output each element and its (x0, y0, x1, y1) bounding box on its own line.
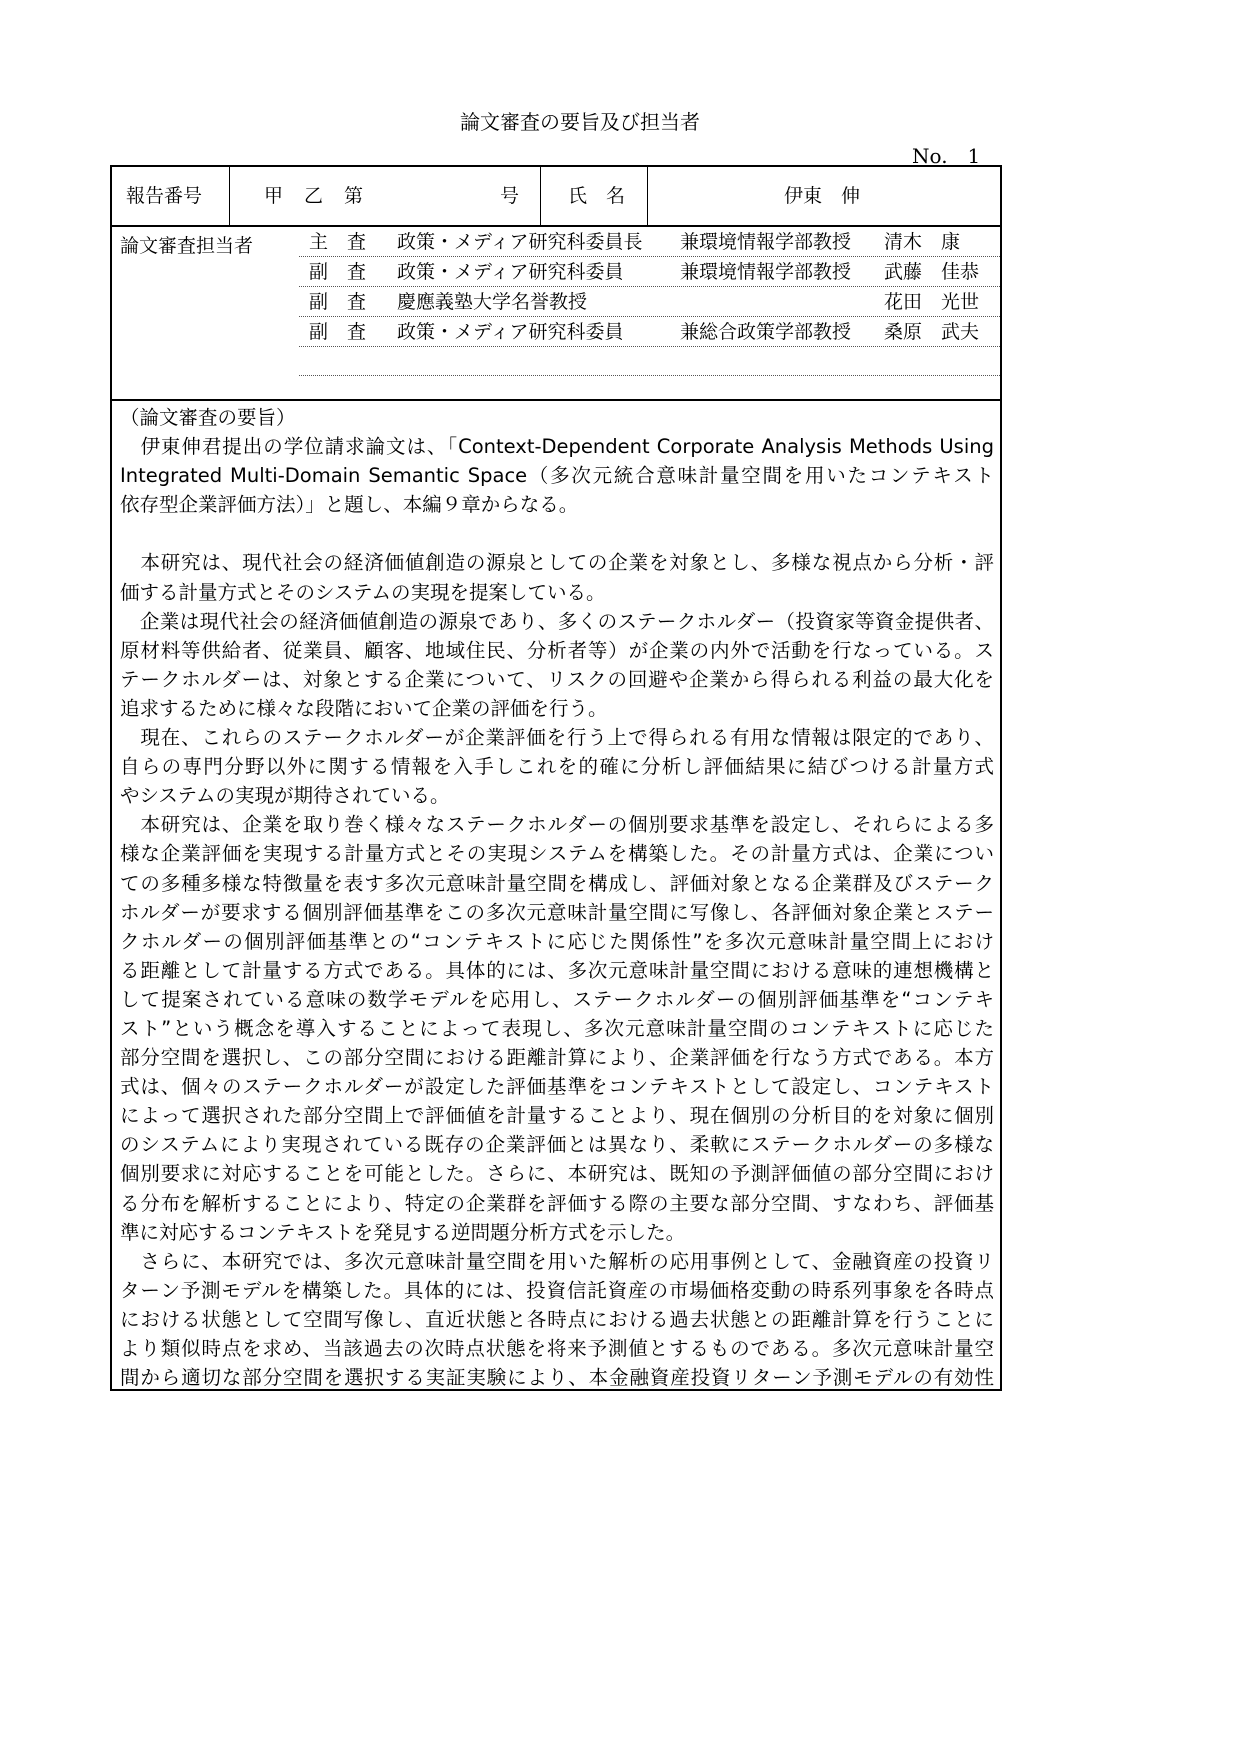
summary-line: 価する計量方式とそのシステムの実現を提案している。 (120, 580, 606, 604)
report-number-label: 報告番号 (126, 185, 203, 207)
summary-line: 追求するために様々な段階において企業の評価を行う。 (120, 696, 608, 720)
committee-affiliation: 慶應義塾大学名誉教授 (397, 291, 588, 313)
summary-line: 伊東伸君提出の学位請求論文は、「Context-Dependent Corporate Analysis Methods Using (120, 435, 994, 459)
divider (540, 167, 541, 225)
summary-line: のシステムにより実現されている既存の企業評価とは異なり、柔軟にステークホルダーの多様な (120, 1133, 994, 1157)
committee-role: 副 査 (309, 321, 367, 343)
committee-section (112, 227, 1000, 401)
summary-line: 式は、個々のステークホルダーが設定した評価基準をコンテキストとして設定し、コンテキスト (120, 1075, 994, 1099)
name-label: 氏 名 (568, 185, 626, 207)
summary-line: 企業は現代社会の経済価値創造の源泉であり、多くのステークホルダー（投資家等資金提供者、 (120, 609, 994, 633)
summary-line: 個別要求に対応することを可能とした。さらに、本研究は、既知の予測評価値の部分空間におけ (120, 1162, 994, 1186)
committee-row (299, 257, 1000, 287)
summary-line: さらに、本研究では、多次元意味計量空間を用いた解析の応用事例として、金融資産の投資リ (120, 1249, 994, 1273)
summary-heading: （論文審査の要旨） (120, 406, 296, 429)
review-summary (120, 403, 994, 1392)
summary-line: 現在、これらのステークホルダーが企業評価を行う上で得られる有用な情報は限定的であり、 (120, 726, 994, 750)
summary-line: ての多種多様な特徴量を表す多次元意味計量空間を構成し、評価対象となる企業群及びステーク (120, 871, 994, 895)
summary-line: テークホルダーは、対象とする企業について、リスクの回避や企業から得られる利益の最大化を (120, 667, 994, 691)
committee-row (299, 346, 1000, 376)
committee-affiliation: 政策・メディア研究科委員長 (397, 231, 643, 253)
summary-line: 部分空間を選択し、この部分空間における距離計算により、企業評価を行なう方式である。本方 (120, 1046, 994, 1070)
summary-line: ホルダーが要求する個別評価基準をこの多次元意味計量空間に写像し、各評価対象企業とステー (120, 900, 994, 924)
committee-concurrent: 兼総合政策学部教授 (680, 321, 852, 343)
summary-line: 様な企業評価を実現する計量方式とその実現システムを構築した。その計量方式は、企業につい (120, 842, 994, 866)
document-number: No. 1 (912, 144, 981, 168)
committee-row (299, 317, 1000, 347)
committee-row (299, 227, 1000, 257)
committee-concurrent: 兼環境情報学部教授 (680, 231, 852, 253)
report-dai: 第 (344, 185, 364, 207)
committee-name: 桑原 武夫 (884, 321, 980, 343)
committee-label: 論文審査担当者 (120, 235, 254, 257)
committee-concurrent: 兼環境情報学部教授 (680, 261, 852, 283)
summary-line: る分布を解析することにより、特定の企業群を評価する際の主要な部分空間、すなわち、評価基 (120, 1191, 994, 1215)
summary-line: によって選択された部分空間上で評価値を計量することより、現在個別の分析目的を対象に個別 (120, 1104, 994, 1128)
committee-role: 主 査 (309, 231, 367, 253)
divider (229, 167, 230, 225)
candidate-name: 伊東 伸 (784, 185, 861, 207)
committee-role: 副 査 (309, 291, 367, 313)
committee-affiliation: 政策・メディア研究科委員 (397, 321, 624, 343)
summary-line: クホルダーの個別評価基準との“コンテキストに応じた関係性”を多次元意味計量空間上におけ (120, 929, 994, 953)
divider (647, 167, 648, 225)
summary-line: して提案されている意味の数学モデルを応用し、ステークホルダーの個別評価基準を“コンテキ (120, 987, 994, 1011)
summary-line: より類似時点を求め、当該過去の次時点状態を将来予測値とするものである。多次元意味計量空 (120, 1337, 994, 1360)
summary-line: 本研究は、企業を取り巻く様々なステークホルダーの個別要求基準を設定し、それらによる多 (120, 813, 994, 837)
report-otsu: 乙 (304, 185, 324, 207)
committee-name: 花田 光世 (884, 291, 980, 313)
summary-line: スト”という概念を導入することによって表現し、多次元意味計量空間のコンテキストに応じた (120, 1016, 994, 1040)
summary-line: やシステムの実現が期待されている。 (120, 784, 450, 808)
summary-line: 本研究は、現代社会の経済価値創造の源泉としての企業を対象とし、多様な視点から分析・評 (120, 551, 994, 575)
committee-row (299, 287, 1000, 317)
report-kou: 甲 (264, 185, 284, 207)
summary-line: 原材料等供給者、従業員、顧客、地域住民、分析者等）が企業の内外で活動を行なっている。ス (120, 638, 994, 662)
review-form (110, 165, 1002, 1391)
document-title: 論文審査の要旨及び担当者 (460, 110, 700, 134)
summary-line: 自らの専門分野以外に関する情報を入手しこれを的確に分析し評価結果に結びつける計量方式 (120, 755, 994, 779)
committee-affiliation: 政策・メディア研究科委員 (397, 261, 624, 283)
summary-line: 準に対応するコンテキストを発見する逆問題分析方式を示した。 (120, 1220, 686, 1244)
summary-line: 間から適切な部分空間を選択する実証実験により、本金融資産投資リターン予測モデルの有効性 (120, 1366, 994, 1390)
report-go: 号 (500, 185, 520, 207)
summary-line: る距離として計量する方式である。具体的には、多次元意味計量空間における意味的連想機構と (120, 958, 994, 982)
committee-role: 副 査 (309, 261, 367, 283)
summary-line: Integrated Multi-Domain Semantic Space（多次元統合意味計量空間を用いたコンテキスト (120, 464, 994, 488)
summary-line: における状態として空間写像し、直近状態と各時点における過去状態との距離計算を行うことに (120, 1307, 994, 1331)
report-header-row (112, 167, 1000, 227)
summary-line (120, 519, 994, 548)
committee-name: 武藤 佳恭 (884, 261, 980, 283)
committee-name: 清木 康 (884, 231, 961, 253)
summary-line: 依存型企業評価方法）」と題し、本編９章からなる。 (120, 493, 579, 517)
summary-line: ターン予測モデルを構築した。具体的には、投資信託資産の市場価格変動の時系列事象を各時点 (120, 1278, 994, 1302)
